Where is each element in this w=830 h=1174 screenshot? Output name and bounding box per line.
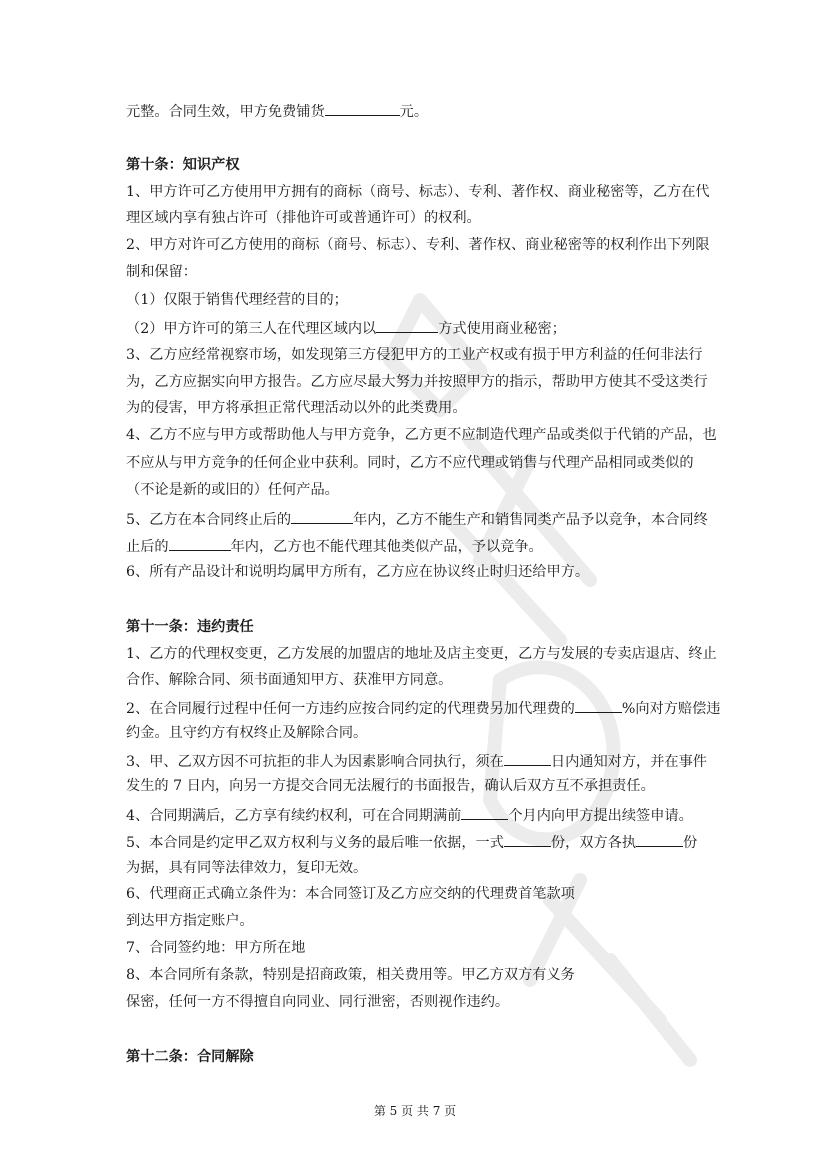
section-heading-12: 第十二条：合同解除 (126, 1049, 254, 1065)
paragraph-line: 7、合同签约地：甲方所在地 (126, 940, 306, 956)
blank-field (325, 100, 400, 116)
blank-field (504, 831, 551, 847)
paragraph-line: 6、所有产品设计和说明均属甲方所有，乙方应在协议终止时归还给甲方。 (126, 564, 590, 580)
paragraph-line: （2）甲方许可的第三人在代理区域内以 方式使用商业秘密； (126, 317, 566, 339)
paragraph-line: 为，乙方应据实向甲方报告。乙方应尽最大努力并按照甲方的指示，帮助甲方使其不受这类行 (126, 374, 708, 390)
blank-field (461, 804, 508, 820)
blank-field (636, 831, 683, 847)
paragraph-line: 4、合同期满后，乙方享有续约权利，可在合同期满前 个月内向甲方提出续签申请。 (126, 804, 693, 826)
blank-field (504, 750, 551, 766)
blank-field (575, 697, 622, 713)
paragraph-line: 不应从与甲方竞争的任何企业中获利。同时，乙方不应代理或销售与代理产品相同或类似的 (126, 455, 694, 471)
paragraph-line: 保密，任何一方不得擅自向同业、同行泄密，否则视作违约。 (126, 994, 510, 1010)
blank-field (376, 317, 438, 333)
paragraph-line: 理区域内享有独占许可（排他许可或普通许可）的权利。 (126, 210, 481, 226)
paragraph-line: 2、在合同履行过程中任何一方违约应按合同约定的代理费另加代理费的 %向对方赔偿违 (126, 697, 720, 719)
paragraph-line: 合作、解除合同、须书面通知甲方、获准甲方同意。 (126, 672, 453, 688)
section-heading-11: 第十一条：违约责任 (126, 619, 254, 635)
paragraph-line: 5、本合同是约定甲乙双方权利与义务的最后唯一依据，一式 份，双方各执 份 (126, 831, 697, 853)
blank-field (291, 508, 353, 524)
paragraph-line: 止后的 年内，乙方也不能代理其他类似产品，予以竞争。 (126, 535, 543, 557)
paragraph-line: 2、甲方对许可乙方使用的商标（商号、标志）、专利、著作权、商业秘密等的权利作出下列限 (126, 237, 710, 253)
paragraph-line: 发生的 7 日内，向另一方提交合同无法履行的书面报告，确认后双方互不承担责任。 (126, 778, 655, 794)
paragraph-line: 制和保留： (126, 264, 197, 280)
paragraph-line: 为的侵害，甲方将承担正常代理活动以外的此类费用。 (126, 400, 467, 416)
paragraph-line: （不论是新的或旧的）任何产品。 (126, 482, 339, 498)
paragraph-line: 4、乙方不应与甲方或帮助他人与甲方竞争，乙方更不应制造代理产品或类似于代销的产品，也 (126, 427, 717, 443)
paragraph-line: 6、代理商正式确立条件为：本合同签订及乙方应交纳的代理费首笔款项 (126, 886, 575, 902)
paragraph-line: （1）仅限于销售代理经营的目的； (126, 292, 348, 308)
paragraph-line: 约金。且守约方有权终止及解除合同。 (126, 725, 368, 741)
section-heading-10: 第十条：知识产权 (126, 157, 240, 173)
paragraph-line: 元整。合同生效，甲方免费铺货 元。 (126, 100, 428, 122)
paragraph-line: 为据，具有同等法律效力，复印无效。 (126, 860, 368, 876)
paragraph-line: 1、乙方的代理权变更，乙方发展的加盟店的地址及店主变更，乙方与发展的专卖店退店、终止 (126, 646, 717, 662)
paragraph-line: 1、甲方许可乙方使用甲方拥有的商标（商号、标志）、专利、著作权、商业秘密等，乙方在代 (126, 184, 710, 200)
page-footer: 第 5 页 共 7 页 (373, 1104, 457, 1118)
paragraph-line: 3、甲、乙双方因不可抗拒的非人为因素影响合同执行，须在 日内通知对方，并在事件 (126, 750, 707, 772)
paragraph-line: 到达甲方指定账户。 (126, 913, 254, 929)
paragraph-line: 8、本合同所有条款，特别是招商政策，相关费用等。甲乙方双方有义务 (126, 967, 575, 983)
blank-field (169, 535, 231, 551)
paragraph-line: 5、乙方在本合同终止后的 年内，乙方不能生产和销售同类产品予以竞争，本合同终 (126, 508, 708, 530)
paragraph-line: 3、乙方应经常视察市场，如发现第三方侵犯甲方的工业产权或有损于甲方利益的任何非法行 (126, 347, 703, 363)
